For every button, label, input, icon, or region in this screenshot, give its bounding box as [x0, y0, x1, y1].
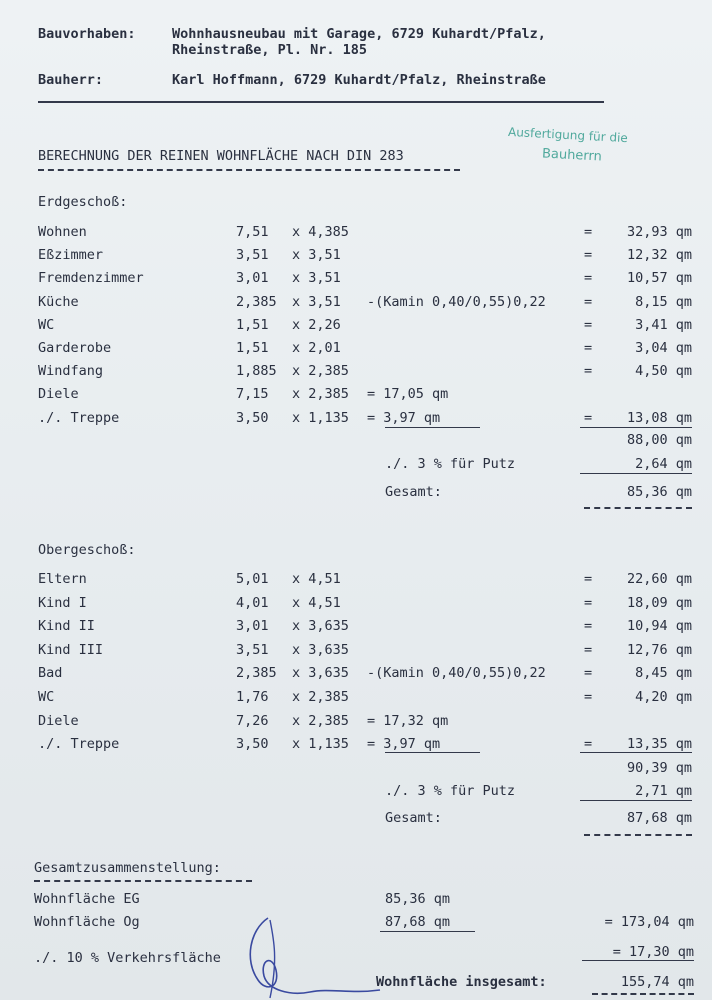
og-row-b: x 2,385: [292, 712, 349, 729]
og-row-b: x 3,635: [292, 665, 349, 682]
og-row-a: 3,51: [236, 641, 269, 658]
eg-row-b: x 3,51: [292, 270, 341, 287]
og-gesamt-label: Gesamt:: [385, 810, 442, 826]
og-gesamt-underline: [584, 834, 692, 836]
og-row-a: 4,01: [236, 594, 269, 611]
eg-row-name: Diele: [38, 386, 79, 403]
og-row-a: 7,26: [236, 712, 269, 729]
og-row-name: Kind II: [38, 618, 95, 635]
eg-sum: 88,00 qm: [626, 432, 692, 448]
og-row-b: x 1,135: [292, 736, 349, 753]
eg-result-underline: [580, 427, 692, 428]
og-row-name: ./. Treppe: [38, 736, 120, 753]
summary-eg-label: Wohnfläche EG: [34, 891, 140, 907]
og-sum: 90,39 qm: [626, 760, 692, 776]
eg-row-note: = 3,97 qm: [367, 409, 441, 426]
eg-row-eq: =: [584, 224, 593, 240]
bauherr-value: Karl Hoffmann, 6729 Kuhardt/Pfalz, Rheinstraße: [172, 72, 546, 88]
eg-row-b: x 2,385: [292, 363, 349, 380]
bauvorhaben-line2: Rheinstraße, Pl. Nr. 185: [172, 42, 368, 58]
eg-gesamt-value: 85,36 qm: [626, 484, 692, 500]
bauvorhaben-label: Bauvorhaben:: [38, 26, 136, 42]
og-row-name: WC: [38, 689, 55, 705]
eg-row-result: 3,41 qm: [635, 316, 692, 333]
og-putz-underline: [580, 800, 692, 801]
eg-row-name: WC: [38, 316, 55, 333]
eg-row-result: 32,93 qm: [626, 224, 692, 240]
eg-row-result: 4,50 qm: [635, 363, 692, 380]
eg-row-a: 7,51: [236, 224, 269, 240]
eg-row-name: Eßzimmer: [38, 247, 104, 264]
og-row-eq: =: [584, 571, 593, 587]
eg-row-b: x 3,51: [292, 247, 341, 264]
summary-total-label: Wohnfläche insgesamt:: [376, 974, 547, 990]
og-putz-label: ./. 3 % für Putz: [385, 783, 516, 799]
og-row-name: Bad: [38, 665, 63, 682]
eg-row-a: 3,50: [236, 409, 269, 426]
eg-row-eq: =: [584, 247, 593, 264]
og-row-name: Diele: [38, 712, 79, 729]
eg-row-a: 1,885: [236, 363, 277, 380]
og-row-a: 2,385: [236, 665, 277, 682]
og-row-result: 18,09 qm: [626, 594, 692, 611]
og-row-name: Eltern: [38, 571, 87, 587]
summary-verkehr-value: = 17,30 qm: [612, 944, 694, 960]
eg-row-b: x 1,135: [292, 409, 349, 426]
og-row-note: = 3,97 qm: [367, 736, 441, 753]
summary-og-value: 87,68 qm: [385, 914, 451, 930]
eg-row-a: 3,51: [236, 247, 269, 264]
document-title: BERECHNUNG DER REINEN WOHNFLÄCHE NACH DIN 283: [38, 148, 404, 164]
og-row-b: x 2,385: [292, 689, 349, 705]
og-row-result: 13,35 qm: [626, 736, 692, 753]
eg-row-a: 2,385: [236, 293, 277, 310]
eg-row-b: x 3,51: [292, 293, 341, 310]
summary-og-underline: [380, 931, 475, 932]
og-row-b: x 3,635: [292, 641, 349, 658]
eg-row-result: 12,32 qm: [626, 247, 692, 264]
og-result-underline: [580, 752, 692, 753]
eg-gesamt-label: Gesamt:: [385, 484, 442, 500]
og-row-result: 10,94 qm: [626, 618, 692, 635]
og-row-result: 12,76 qm: [626, 641, 692, 658]
og-row-note: -(Kamin 0,40/0,55)0,22: [367, 665, 546, 682]
og-row-eq: =: [584, 594, 593, 611]
eg-row-eq: =: [584, 340, 593, 356]
summary-heading: Gesamtzusammenstellung:: [34, 860, 221, 876]
eg-row-note: -(Kamin 0,40/0,55)0,22: [367, 293, 546, 310]
summary-eg-value: 85,36 qm: [385, 891, 451, 907]
eg-row-name: Fremdenzimmer: [38, 270, 144, 287]
eg-row-name: Windfang: [38, 363, 104, 380]
summary-verkehr-underline: [582, 960, 694, 961]
eg-gesamt-underline: [584, 507, 692, 509]
og-row-b: x 4,51: [292, 594, 341, 611]
summary-og-label: Wohnfläche Og: [34, 914, 140, 930]
signature-scribble: [230, 910, 390, 1000]
eg-row-a: 1,51: [236, 340, 269, 356]
erdgeschoss-heading: Erdgeschoß:: [38, 194, 128, 210]
eg-row-b: x 2,385: [292, 386, 349, 403]
eg-diele-underline: [385, 427, 480, 428]
og-gesamt-value: 87,68 qm: [626, 810, 692, 826]
eg-putz-underline: [580, 473, 692, 474]
eg-row-b: x 2,01: [292, 340, 341, 356]
summary-sum-value: = 173,04 qm: [604, 914, 694, 930]
og-row-b: x 4,51: [292, 571, 341, 587]
og-row-a: 5,01: [236, 571, 269, 587]
og-row-result: 8,45 qm: [635, 665, 692, 682]
eg-row-eq: =: [584, 316, 593, 333]
eg-putz-label: ./. 3 % für Putz: [385, 456, 516, 472]
eg-row-name: ./. Treppe: [38, 409, 120, 426]
og-row-a: 3,01: [236, 618, 269, 635]
summary-total-value: 155,74 qm: [620, 974, 694, 990]
obergeschoss-heading: Obergeschoß:: [38, 542, 136, 558]
eg-row-result: 8,15 qm: [635, 293, 692, 310]
eg-row-name: Küche: [38, 293, 79, 310]
og-row-name: Kind I: [38, 594, 87, 611]
stamp-line2: Bauherrn: [541, 146, 603, 165]
stamp-line1: Ausfertigung für die: [507, 124, 629, 146]
og-row-eq: =: [584, 689, 593, 705]
summary-heading-underline: [34, 880, 252, 882]
title-underline: [38, 169, 460, 171]
og-row-name: Kind III: [38, 641, 104, 658]
eg-row-eq: =: [584, 363, 593, 380]
og-row-eq: =: [584, 641, 593, 658]
og-row-result: 22,60 qm: [626, 571, 692, 587]
og-diele-underline: [385, 752, 480, 753]
eg-row-eq: =: [584, 270, 593, 287]
og-row-eq: =: [584, 665, 593, 682]
og-row-note: = 17,32 qm: [367, 712, 449, 729]
eg-row-result: 3,04 qm: [635, 340, 692, 356]
eg-putz-value: 2,64 qm: [635, 456, 692, 472]
summary-verkehr-label: ./. 10 % Verkehrsfläche: [34, 950, 221, 966]
eg-row-note: = 17,05 qm: [367, 386, 449, 403]
eg-row-a: 3,01: [236, 270, 269, 287]
bauvorhaben-line1: Wohnhausneubau mit Garage, 6729 Kuhardt/Pfalz,: [172, 26, 546, 42]
header-rule: [38, 101, 604, 103]
eg-row-eq: =: [584, 293, 593, 310]
eg-row-b: x 2,26: [292, 316, 341, 333]
eg-row-name: Garderobe: [38, 340, 112, 356]
summary-total-underline: [592, 993, 694, 995]
og-row-result: 4,20 qm: [635, 689, 692, 705]
eg-row-b: x 4,385: [292, 224, 349, 240]
bauherr-label: Bauherr:: [38, 72, 104, 88]
eg-row-result: 13,08 qm: [626, 409, 692, 426]
og-row-eq: =: [584, 618, 593, 635]
og-row-eq: =: [584, 736, 593, 753]
eg-row-eq: =: [584, 409, 593, 426]
eg-row-name: Wohnen: [38, 224, 87, 240]
og-row-a: 1,76: [236, 689, 269, 705]
og-row-a: 3,50: [236, 736, 269, 753]
og-row-b: x 3,635: [292, 618, 349, 635]
eg-row-a: 7,15: [236, 386, 269, 403]
eg-row-result: 10,57 qm: [626, 270, 692, 287]
og-putz-value: 2,71 qm: [635, 783, 692, 799]
eg-row-a: 1,51: [236, 316, 269, 333]
